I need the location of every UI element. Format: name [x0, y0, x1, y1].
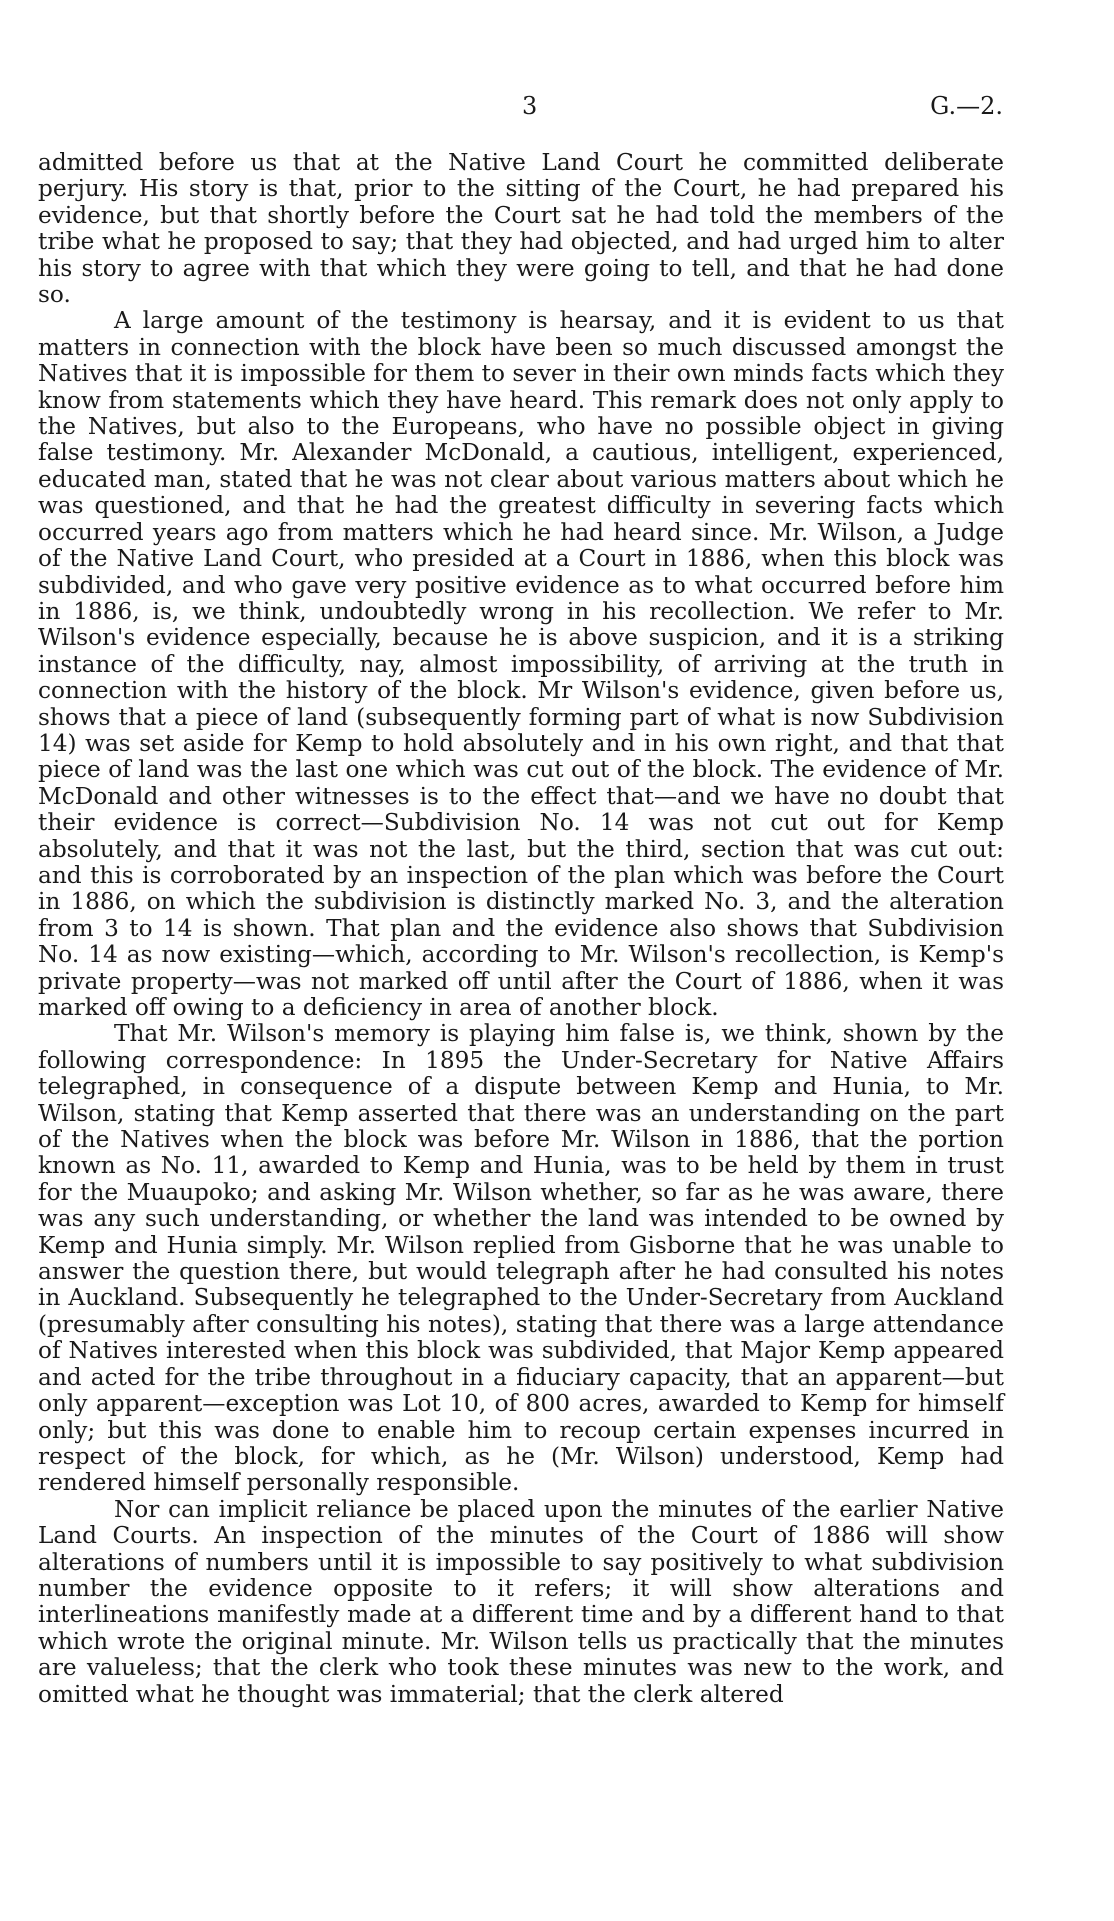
- paragraph-court-minutes: Nor can implicit reliance be placed upon the minutes of the earlier Native Land Courts. An inspection of the minutes of the Court of 1886 will show alterations of numbers until it is impossible to say positively to what subdivision number the evidence opposite to it refers; it will show alterations and interlineations manifestly made at a different time and by a different hand to that which wrote the original minute. Mr. Wilson tells us practically that the minutes are valueless; that the clerk who took these minutes was new to the work, and omitted what he thought was immaterial; that the clerk altered: [38, 1495, 1004, 1708]
- body-text: [38, 150, 1004, 1708]
- paragraph-hearsay-testimony: A large amount of the testimony is hearsay, and it is evident to us that matters in connection with the block have been so much discussed amongst the Natives that it is impossible for them to sever in their own minds facts which they know from statements which they have heard. This remark does not only apply to the Natives, but also to the Europeans, who have no possible object in giving false testimony. Mr. Alexander McDonald, a cautious, intelligent, experienced, educated man, stated that he was not clear about various matters about which he was questioned, and that he had the greatest difficulty in severing facts which occurred years ago from matters which he had heard since. Mr. Wilson, a Judge of the Native Land Court, who presided at a Court in 1886, when this block was subdivided, and who gave very positive evidence as to what occurred before him in 1886, is, we think, undoubtedly wrong in his recollection. We refer to Mr. Wilson's evidence especially, because he is above suspicion, and it is a striking instance of the difficulty, nay, almost impossibility, of arriving at the truth in connection with the history of the block. Mr Wilson's evidence, given before us, shows that a piece of land (subsequently forming part of what is now Subdivision 14) was set aside for Kemp to hold absolutely and in his own right, and that that piece of land was the last one which was cut out of the block. The evidence of Mr. McDonald and other witnesses is to the effect that—and we have no doubt that their evidence is correct—Subdivision No. 14 was not cut out for Kemp absolutely, and that it was not the last, but the third, section that was cut out: and this is corroborated by an inspection of the plan which was before the Court in 1886, on which the subdivision is distinctly marked No. 3, and the alteration from 3 to 14 is shown. That plan and the evidence also shows that Subdivision No. 14 as now existing—which, according to Mr. Wilson's recollection, is Kemp's private property—was not marked off until after the Court of 1886, when it was marked off owing to a deficiency in area of another block.: [38, 307, 1004, 1021]
- document-reference: G.—2.: [930, 92, 1003, 120]
- page-header: [0, 92, 1114, 122]
- paragraph-wilson-correspondence: That Mr. Wilson's memory is playing him false is, we think, shown by the following correspondence: In 1895 the Under-Secretary for Native Affairs telegraphed, in consequence of a dispute between Kemp and Hunia, to Mr. Wilson, stating that Kemp asserted that there was an understanding on the part of the Natives when the block was before Mr. Wilson in 1886, that the portion known as No. 11, awarded to Kemp and Hunia, was to be held by them in trust for the Muaupoko; and asking Mr. Wilson whether, so far as he was aware, there was any such understanding, or whether the land was intended to be owned by Kemp and Hunia simply. Mr. Wilson replied from Gisborne that he was unable to answer the question there, but would telegraph after he had consulted his notes in Auckland. Subsequently he telegraphed to the Under-Secretary from Auckland (presumably after consulting his notes), stating that there was a large attendance of Natives interested when this block was subdivided, that Major Kemp appeared and acted for the tribe throughout in a fiduciary capacity, that an apparent—but only apparent—exception was Lot 10, of 800 acres, awarded to Kemp for himself only; but this was done to enable him to recoup certain expenses incurred in respect of the block, for which, as he (Mr. Wilson) understood, Kemp had rendered himself personally responsible.: [38, 1020, 1004, 1497]
- paragraph-continuation: admitted before us that at the Native Land Court he committed deliberate perjury. His story is that, prior to the sitting of the Court, he had prepared his evidence, but that shortly before the Court sat he had told the members of the tribe what he proposed to say; that they had objected, and had urged him to alter his story to agree with that which they were going to tell, and that he had done so.: [38, 149, 1004, 309]
- page-number: 3: [522, 92, 538, 120]
